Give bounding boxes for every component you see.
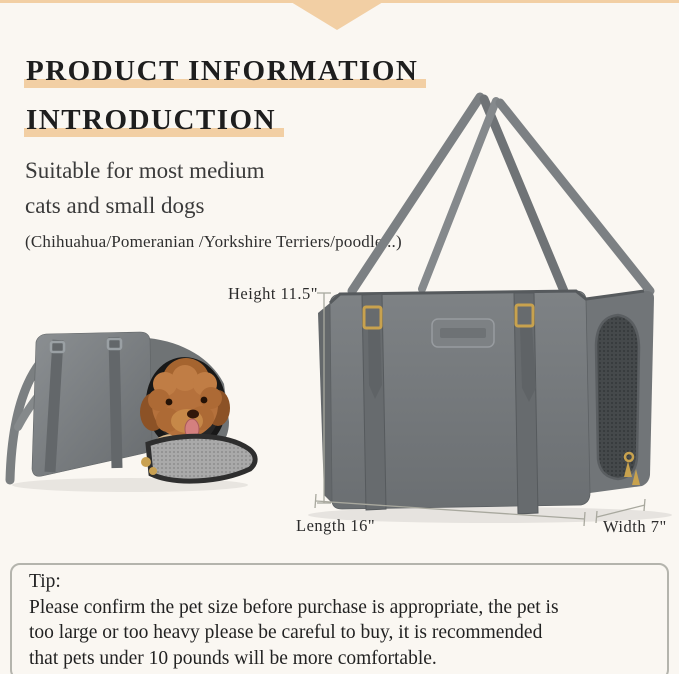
bag-handles (352, 97, 650, 296)
carrier-front-strap-right (114, 337, 117, 468)
intro-line-2: cats and small dogs (25, 193, 205, 218)
length-dimension-label: Length 16" (296, 516, 376, 535)
tip-line-1: Please confirm the pet size before purchase is appropriate, the pet is (29, 596, 559, 618)
large-tote-photo (298, 85, 679, 527)
dog-eye-left (166, 399, 173, 406)
height-dimension-label: Height 11.5" (228, 284, 319, 303)
breeds-text: (Chihuahua/Pomeranian /Yorkshire Terriers/poodle...) (25, 232, 402, 251)
bag-logo-patch (432, 319, 494, 347)
ribbon-triangle-icon (291, 2, 383, 30)
carrier-zipper-pull-2 (149, 467, 157, 475)
dog-nose (187, 410, 199, 419)
title-line-1: PRODUCT INFORMATION (24, 55, 426, 88)
carrier-open-flap (148, 436, 255, 481)
title-line-2: INTRODUCTION (24, 104, 284, 137)
tip-line-3: that pets under 10 pounds will be more comfortable. (29, 647, 437, 669)
small-carrier-photo (0, 322, 258, 500)
width-dimension-label: Width 7" (603, 517, 667, 536)
intro-line-1: Suitable for most medium (25, 158, 265, 183)
tip-box (10, 563, 669, 674)
tip-line-2: too large or too heavy please be careful to buy, it is recommended (29, 622, 543, 643)
dog-eye-right (201, 397, 208, 404)
carrier-zipper-pull (141, 457, 151, 467)
bag-mesh-panel (596, 315, 640, 485)
bag-front-strap-left (362, 294, 386, 510)
bag-front-strap-right (514, 293, 538, 514)
tip-heading: Tip: (29, 571, 61, 592)
